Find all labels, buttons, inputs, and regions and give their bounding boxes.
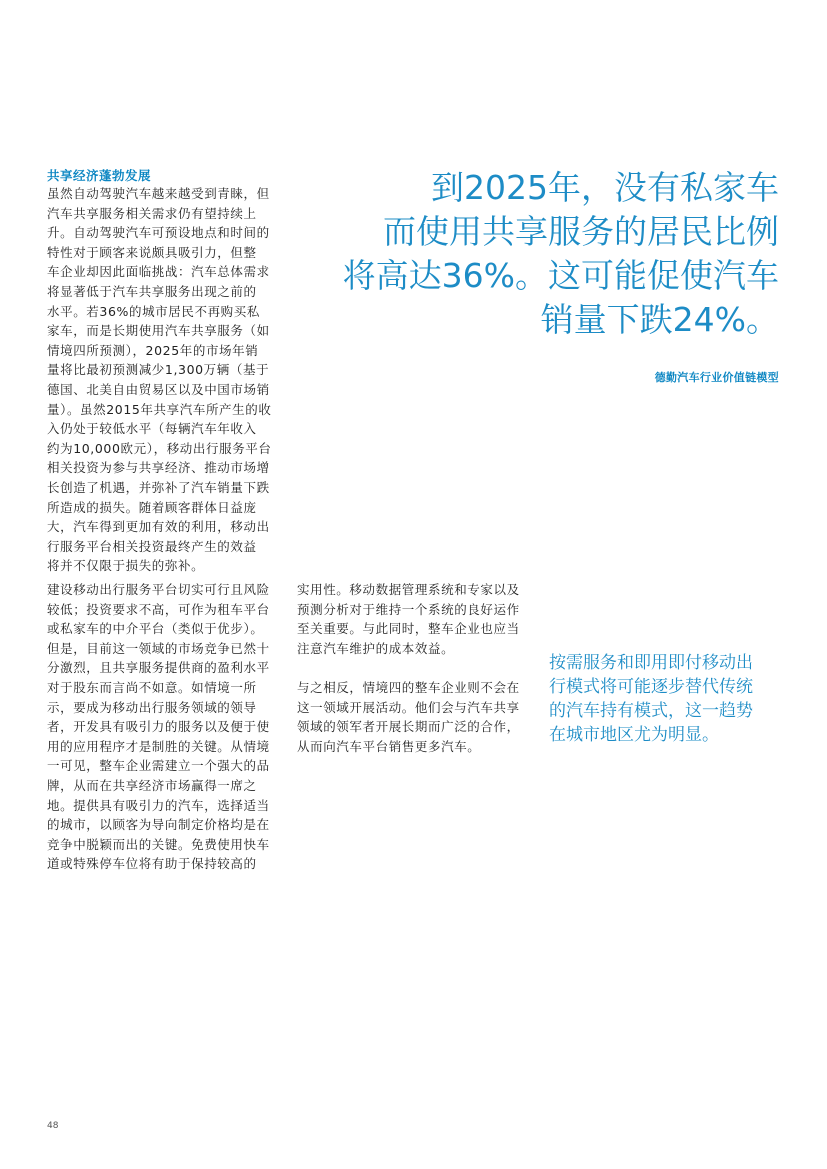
text-line: 将并不仅限于损失的弥补。 [47, 558, 205, 574]
text-line: 地。提供具有吸引力的汽车，选择适当 [47, 797, 270, 813]
text-line: 长创造了机遇，并弥补了汽车销量下跌 [47, 479, 270, 495]
text-line: 行服务平台相关投资最终产生的效益 [47, 538, 257, 554]
text-line: 德国、北美自由贸易区以及中国市场销 [47, 381, 270, 397]
text-line: 量）。虽然2015年共享汽车所产生的收 [47, 401, 272, 417]
pull-quote-line: 而使用共享服务的居民比例 [383, 212, 779, 251]
text-line: 示，要成为移动出行服务领域的领导 [47, 699, 257, 715]
text-line: 竞争中脱颖而出的关键。免费使用快车 [47, 836, 270, 852]
text-line: 的城市，以顾客为导向制定价格均是在 [47, 817, 270, 833]
pull-quote-line: 将高达36%。这可能促使汽车 [342, 256, 779, 295]
text-line: 领域的领军者开展长期而广泛的合作， [297, 719, 520, 735]
text-line: 用的应用程序才是制胜的关键。从情境 [47, 738, 270, 754]
text-line: 一可见，整车企业需建立一个强大的品 [47, 758, 270, 774]
text-line: 车企业却因此面临挑战：汽车总体需求 [47, 264, 270, 280]
intro-paragraph [47, 184, 287, 576]
text-line: 但是，目前这一领域的市场竞争已然十 [47, 640, 270, 656]
text-line: 相关投资为参与共享经济、推动市场增 [47, 460, 270, 476]
quote-attribution: 德勤汽车行业价值链模型 [654, 371, 779, 384]
side-quote-line: 的汽车持有模式，这一趋势 [549, 701, 753, 721]
page-number: 48 [47, 1121, 59, 1131]
text-line: 量将比最初预测减少1,300万辆（基于 [47, 362, 270, 378]
text-line: 分激烈，且共享服务提供商的盈利水平 [47, 660, 270, 676]
text-line: 汽车共享服务相关需求仍有望持续上 [47, 205, 257, 221]
text-line: 对于股东而言尚不如意。如情境一所 [47, 679, 257, 695]
text-line: 至关重要。与此同时，整车企业也应当 [297, 621, 520, 637]
text-line: 所造成的损失。随着顾客群体日益庞 [47, 499, 257, 515]
paragraph-gap [297, 658, 537, 678]
middle-paragraph-1 [297, 580, 537, 658]
text-line: 牌，从而在共享经济市场赢得一席之 [47, 777, 257, 793]
text-line: 与之相反，情境四的整车企业则不会在 [297, 679, 520, 695]
text-line: 特性对于顾客来说颇具吸引力，但整 [47, 244, 257, 260]
pull-quote [339, 166, 779, 342]
text-line: 这一领域开展活动。他们会与汽车共享 [297, 699, 520, 715]
side-quote-line: 在城市地区尤为明显。 [549, 725, 719, 745]
text-line: 从而向汽车平台销售更多汽车。 [297, 738, 481, 754]
text-line: 情境四所预测），2025年的市场年销 [47, 342, 259, 358]
text-line: 实用性。移动数据管理系统和专家以及 [297, 582, 520, 597]
side-quote-line: 行模式将可能逐步替代传统 [549, 677, 753, 697]
text-line: 大，汽车得到更加有效的利用，移动出 [47, 519, 270, 535]
text-line: 较低；投资要求不高，可作为租车平台 [47, 601, 270, 617]
text-line: 约为10,000欧元），移动出行服务平台 [47, 440, 272, 456]
text-line: 水平。若36%的城市居民不再购买私 [47, 303, 260, 319]
middle-paragraph-2 [297, 678, 537, 756]
text-line: 入仍处于较低水平（每辆汽车年收入 [47, 421, 257, 437]
side-quote-line: 按需服务和即用即付移动出 [549, 653, 753, 673]
side-quote [549, 651, 789, 747]
text-line: 道或特殊停车位将有助于保持较高的 [47, 856, 257, 872]
text-line: 或私家车的中介平台（类似于优步）。 [47, 621, 264, 637]
pull-quote-line: 到2025年，没有私家车 [431, 168, 779, 207]
middle-column [297, 580, 537, 756]
section-heading: 共享经济蓬勃发展 [47, 168, 152, 183]
text-line: 注意汽车维护的成本效益。 [297, 640, 455, 656]
text-line: 建设移动出行服务平台切实可行且风险 [47, 582, 270, 597]
text-line: 升。自动驾驶汽车可预设地点和时间的 [47, 225, 270, 241]
text-line: 虽然自动驾驶汽车越来越受到青睐，但 [47, 186, 270, 201]
text-line: 预测分析对于维持一个系统的良好运作 [297, 601, 520, 617]
pull-quote-line: 销量下跌24%。 [540, 300, 779, 339]
left-column-paragraph [47, 580, 287, 874]
text-line: 家车，而是长期使用汽车共享服务（如 [47, 323, 270, 339]
text-line: 者，开发具有吸引力的服务以及便于使 [47, 719, 270, 735]
text-line: 将显著低于汽车共享服务出现之前的 [47, 283, 257, 299]
